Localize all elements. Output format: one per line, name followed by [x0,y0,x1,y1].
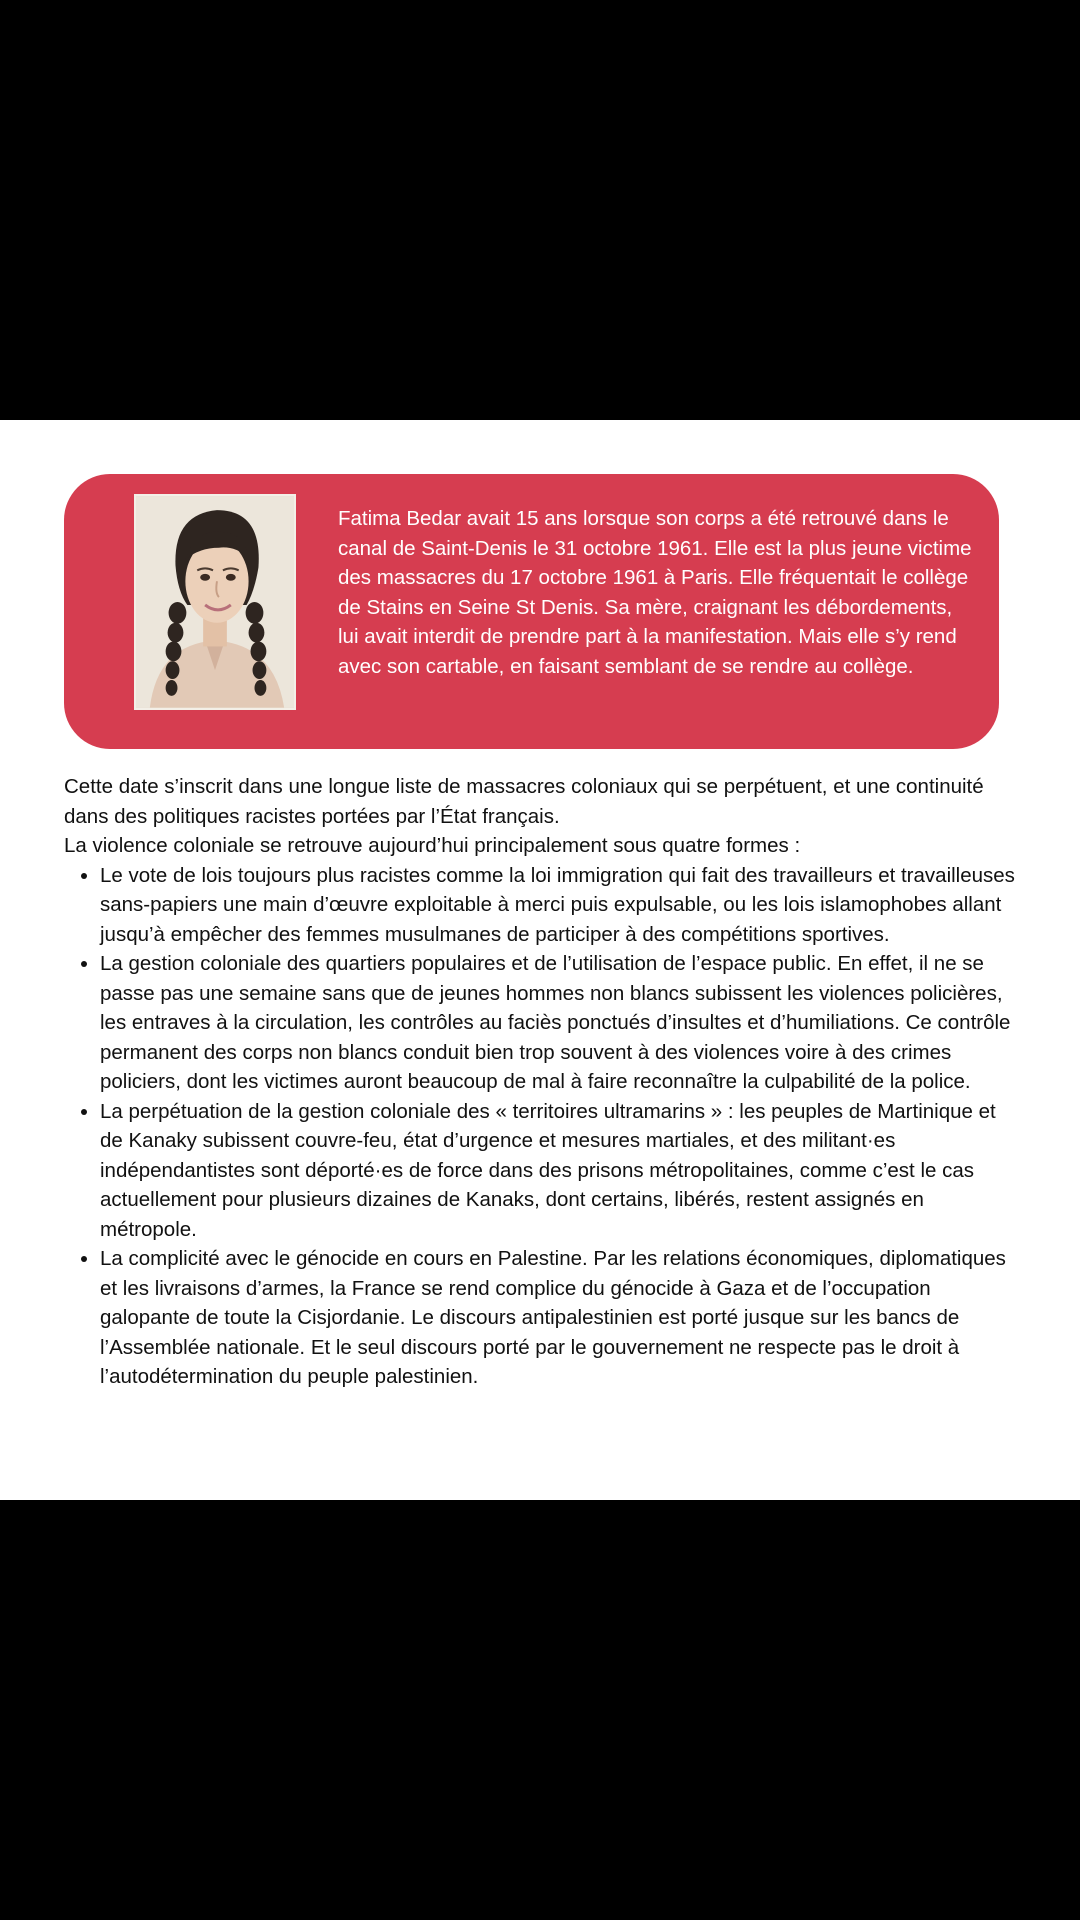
portrait-photo [134,494,296,710]
paragraph-2: La violence coloniale se retrouve aujourd’hui principalement sous quatre formes : [64,834,801,857]
bullet-list [64,861,1024,1392]
bullet-item-4: • La complicité avec le génocide en cours en Palestine. Par les relations économiques, diplomatiques et les livraisons d’armes, la France se rend complice du génocide à Gaza et de l’occupation galopante de toute la Cisjordanie. Le discours antipalestinien est porté jusque sur les bancs de l’Assemblée nationale. Et le seul discours porté par le gouvernement ne respecte pas le droit à l’autodétermination du peuple palestinien. [100,1244,1024,1392]
intro-card [64,474,999,749]
bullet-item-1: • Le vote de lois toujours plus racistes comme la loi immigration qui fait des travailleurs et travailleuses sans-papiers une main d’œuvre exploitable à merci puis expulsable, ou les lois islamophobes allant jusqu’à empêcher des femmes musulmanes de participer à des compétitions sportives. [100,861,1024,950]
article-body [64,772,1024,1392]
intro-card-text: Fatima Bedar avait 15 ans lorsque son corps a été retrouvé dans le canal de Saint-Denis le 31 octobre 1961. Elle est la plus jeune victime des massacres du 17 octobre 1961 à Paris. Elle fréquentait le collège de Stains en Seine St Denis. Sa mère, craignant les débordements, lui avait interdit de prendre part à la manifestation. Mais elle s’y rend avec son cartable, en faisant semblant de se rendre au collège. [338,507,972,678]
bullet-item-2: • La gestion coloniale des quartiers populaires et de l’utilisation de l’espace public. En effet, il ne se passe pas une semaine sans que de jeunes hommes non blancs subissent les violences policières, les entraves à la circulation, les contrôles au faciès ponctués d’insultes et d’humiliations. Ce contrôle permanent des corps non blancs conduit bien trop souvent à des violences voire à des crimes policiers, dont les victimes auront beaucoup de mal à faire reconnaître la culpabilité de la police. [100,949,1024,1097]
document-page [0,420,1080,1500]
bullet-item-3: • La perpétuation de la gestion coloniale des « territoires ultramarins » : les peuples de Martinique et de Kanaky subissent couvre-feu, état d’urgence et mesures martiales, et des militant·es indépendantistes sont déporté·es de force dans des prisons métropolitaines, comme c’est le cas actuellement pour plusieurs dizaines de Kanaks, dont certains, libérés, restent assignés en métropole. [100,1097,1024,1245]
portrait-image [136,496,294,708]
paragraph-1: Cette date s’inscrit dans une longue liste de massacres coloniaux qui se perpétuent, et une continuité dans des politiques racistes portées par l’État français. [64,775,984,828]
